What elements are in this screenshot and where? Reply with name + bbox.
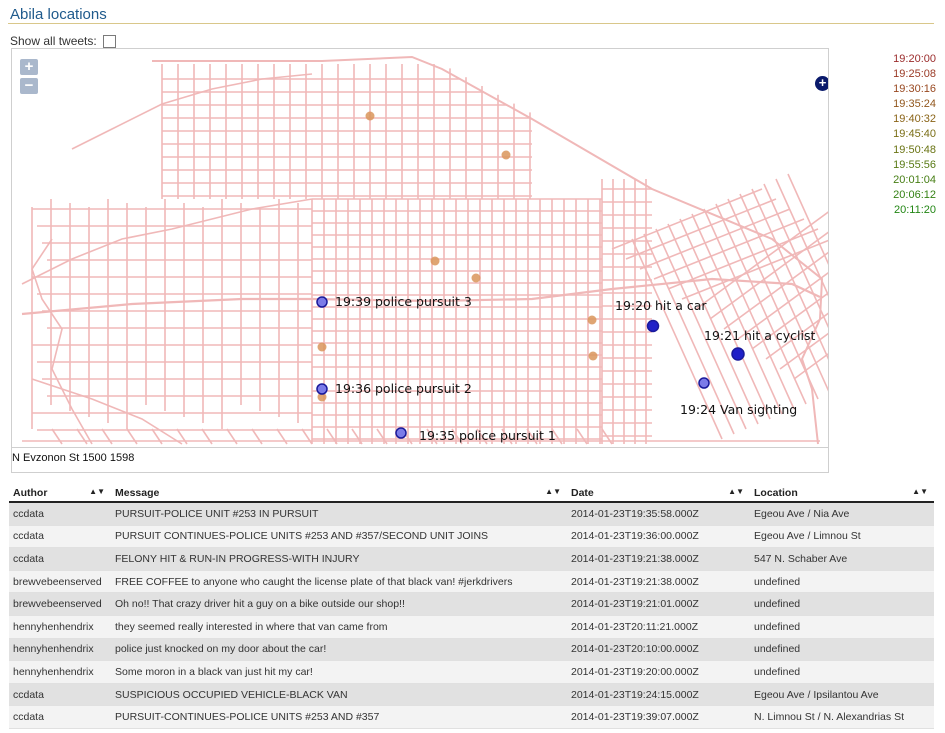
cell-date: 2014-01-23T19:21:01.000Z bbox=[567, 593, 750, 616]
event-marker-label: 19:24 Van sighting bbox=[680, 402, 798, 417]
cell-message: PURSUIT-CONTINUES-POLICE UNITS #253 AND #357 bbox=[111, 706, 567, 729]
event-marker[interactable] bbox=[396, 428, 406, 438]
street bbox=[776, 179, 829, 379]
layer-switcher-button[interactable]: + bbox=[815, 76, 829, 91]
cell-author: ccdata bbox=[9, 706, 111, 729]
street bbox=[626, 199, 776, 259]
cell-date: 2014-01-23T19:21:38.000Z bbox=[567, 548, 750, 571]
timeline-time-label: 19:30:16 bbox=[893, 83, 936, 96]
timeline-time-label: 19:50:48 bbox=[893, 143, 936, 156]
street bbox=[640, 209, 790, 269]
zoom-in-button[interactable]: + bbox=[20, 59, 38, 75]
timeline-time-label: 19:20:00 bbox=[893, 53, 936, 65]
cell-date: 2014-01-23T19:21:38.000Z bbox=[567, 570, 750, 593]
table-row[interactable] bbox=[9, 593, 934, 616]
street bbox=[680, 219, 770, 419]
cell-message: FELONY HIT & RUN-IN PROGRESS-WITH INJURY bbox=[111, 548, 567, 571]
sort-icon[interactable]: ▲▼ bbox=[545, 487, 561, 496]
street bbox=[32, 379, 182, 444]
cell-author: ccdata bbox=[9, 502, 111, 525]
event-marker-label: 19:21 hit a cyclist bbox=[704, 328, 816, 343]
tweet-marker[interactable] bbox=[588, 316, 597, 325]
timeline-time-label: 20:11:20 bbox=[893, 203, 936, 216]
timeline-time-label: 19:40:32 bbox=[893, 113, 936, 126]
table-row[interactable] bbox=[9, 570, 934, 593]
table-row[interactable] bbox=[9, 548, 934, 571]
table-row[interactable] bbox=[9, 683, 934, 706]
timeline-time-label: 20:06:12 bbox=[893, 188, 936, 201]
title-divider bbox=[8, 23, 934, 24]
cell-location: Egeou Ave / Nia Ave bbox=[750, 502, 934, 525]
column-header-date[interactable]: Date ▲▼ bbox=[567, 484, 750, 502]
cell-author: hennyhenhendrix bbox=[9, 638, 111, 661]
street bbox=[72, 74, 312, 149]
tweet-marker[interactable] bbox=[431, 257, 440, 266]
cell-message: Some moron in a black van just hit my car! bbox=[111, 661, 567, 684]
cell-author: brewvebeenserved bbox=[9, 593, 111, 616]
tweet-marker[interactable] bbox=[502, 151, 511, 160]
cell-date: 2014-01-23T20:11:21.000Z bbox=[567, 615, 750, 638]
cell-date: 2014-01-23T19:20:00.000Z bbox=[567, 661, 750, 684]
column-header-message[interactable]: Message ▲▼ bbox=[111, 484, 567, 502]
table-row[interactable] bbox=[9, 638, 934, 661]
timeline-time-label: 20:01:04 bbox=[893, 173, 936, 186]
cell-message: SUSPICIOUS OCCUPIED VEHICLE-BLACK VAN bbox=[111, 683, 567, 706]
cell-message: police just knocked on my door about the car! bbox=[111, 638, 567, 661]
sort-icon[interactable]: ▲▼ bbox=[728, 487, 744, 496]
cell-location: undefined bbox=[750, 661, 934, 684]
timeline-time-label: 19:55:56 bbox=[893, 158, 936, 171]
tweet-marker[interactable] bbox=[366, 112, 375, 121]
street bbox=[654, 219, 804, 279]
event-marker-label: 19:35 police pursuit 1 bbox=[419, 428, 556, 443]
cell-date: 2014-01-23T19:36:00.000Z bbox=[567, 525, 750, 548]
cell-location: Egeou Ave / Limnou St bbox=[750, 525, 934, 548]
column-header-location[interactable]: Location ▲▼ bbox=[750, 484, 934, 502]
cell-date: 2014-01-23T20:10:00.000Z bbox=[567, 638, 750, 661]
table-row[interactable] bbox=[9, 502, 934, 525]
zoom-out-button[interactable]: − bbox=[20, 78, 38, 94]
cell-date: 2014-01-23T19:24:15.000Z bbox=[567, 683, 750, 706]
cell-location: N. Limnou St / N. Alexandrias St bbox=[750, 706, 934, 729]
cell-location: undefined bbox=[750, 570, 934, 593]
cell-author: hennyhenhendrix bbox=[9, 615, 111, 638]
timeline-time-label: 19:45:40 bbox=[893, 128, 936, 141]
street bbox=[704, 209, 794, 409]
event-marker[interactable] bbox=[732, 348, 744, 360]
table-header-row bbox=[9, 484, 934, 502]
show-all-tweets-checkbox[interactable] bbox=[103, 35, 116, 48]
timeline-time-label: 19:35:24 bbox=[893, 98, 936, 111]
column-header-author[interactable]: Author ▲▼ bbox=[9, 484, 111, 502]
cell-message: Oh no!! That crazy driver hit a guy on a bike outside our shop!! bbox=[111, 593, 567, 616]
table-row[interactable] bbox=[9, 525, 934, 548]
event-marker-label: 19:39 police pursuit 3 bbox=[335, 294, 472, 309]
cell-message: FREE COFFEE to anyone who caught the license plate of that black van! #jerkdrivers bbox=[111, 570, 567, 593]
cell-date: 2014-01-23T19:39:07.000Z bbox=[567, 706, 750, 729]
cell-date: 2014-01-23T19:35:58.000Z bbox=[567, 502, 750, 525]
tweet-marker[interactable] bbox=[472, 274, 481, 283]
cell-location: Egeou Ave / Ipsilantou Ave bbox=[750, 683, 934, 706]
street bbox=[22, 199, 312, 284]
event-marker[interactable] bbox=[317, 297, 327, 307]
sort-icon[interactable]: ▲▼ bbox=[89, 487, 105, 496]
cell-location: undefined bbox=[750, 593, 934, 616]
event-marker[interactable] bbox=[699, 378, 709, 388]
table-row[interactable] bbox=[9, 615, 934, 638]
event-marker-label: 19:36 police pursuit 2 bbox=[335, 381, 472, 396]
timeline-time-label: 19:25:08 bbox=[893, 68, 936, 81]
cell-author: ccdata bbox=[9, 683, 111, 706]
map-view[interactable] bbox=[11, 48, 829, 448]
tweet-marker[interactable] bbox=[318, 343, 327, 352]
map-location-readout: N Evzonon St 1500 1598 bbox=[11, 448, 829, 473]
cell-message: they seemed really interested in where that van came from bbox=[111, 615, 567, 638]
map-canvas[interactable] bbox=[12, 49, 829, 448]
event-marker[interactable] bbox=[648, 321, 659, 332]
street bbox=[152, 57, 822, 444]
cell-message: PURSUIT CONTINUES-POLICE UNITS #253 AND #357/SECOND UNIT JOINS bbox=[111, 525, 567, 548]
page-title: Abila locations bbox=[10, 6, 107, 23]
street bbox=[668, 224, 758, 424]
cell-author: brewvebeenserved bbox=[9, 570, 111, 593]
show-all-tweets-label: Show all tweets: bbox=[10, 34, 97, 48]
cell-location: undefined bbox=[750, 638, 934, 661]
timeline-legend bbox=[856, 52, 936, 218]
table-row[interactable] bbox=[9, 661, 934, 684]
event-marker-label: 19:20 hit a car bbox=[615, 298, 707, 313]
tweets-table bbox=[9, 484, 934, 729]
cell-message: PURSUIT-POLICE UNIT #253 IN PURSUIT bbox=[111, 502, 567, 525]
cell-author: hennyhenhendrix bbox=[9, 661, 111, 684]
show-all-tweets-control bbox=[10, 34, 116, 48]
cell-author: ccdata bbox=[9, 525, 111, 548]
tweet-marker[interactable] bbox=[589, 352, 598, 361]
sort-icon[interactable]: ▲▼ bbox=[912, 487, 928, 496]
cell-author: ccdata bbox=[9, 548, 111, 571]
table-row[interactable] bbox=[9, 706, 934, 729]
cell-location: undefined bbox=[750, 615, 934, 638]
cell-location: 547 N. Schaber Ave bbox=[750, 548, 934, 571]
event-marker[interactable] bbox=[317, 384, 327, 394]
